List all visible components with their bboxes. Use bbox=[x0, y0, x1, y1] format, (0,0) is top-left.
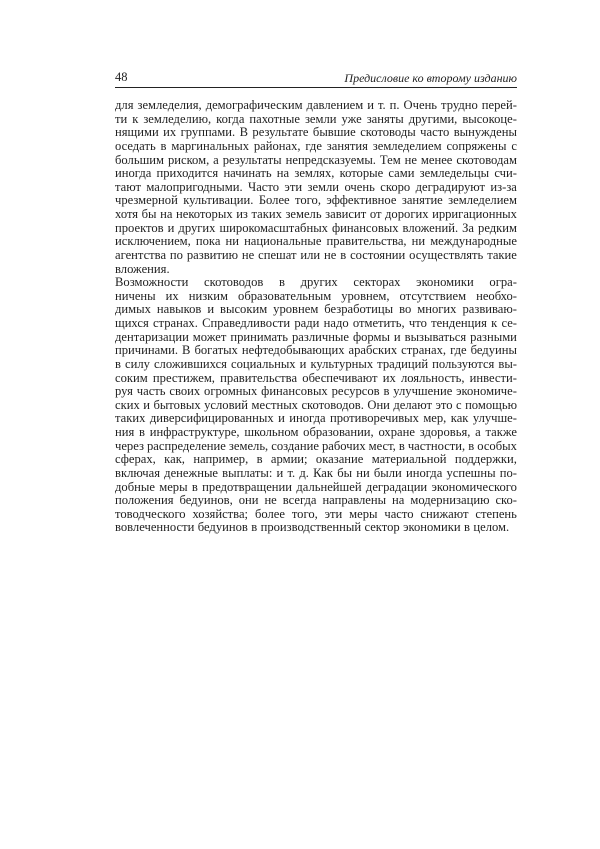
text-line: большим риском, а результаты непредсказуемы. Тем не менее скотоводам bbox=[115, 152, 517, 167]
text-line: товодческого хозяйства; более того, эти меры часто снижают степень bbox=[115, 506, 517, 521]
text-line: включая денежные выплаты: и т. д. Как бы ни были иногда успешны по- bbox=[115, 465, 517, 480]
text-line: димых навыков и высоким уровнем безработицы во многих развиваю- bbox=[115, 302, 517, 317]
page-number: 48 bbox=[115, 70, 128, 84]
text-line: через распределение земель, создание рабочих мест, в частности, в особых bbox=[115, 438, 517, 453]
text-line: ния в инфраструктуре, школьном образовании, охране здоровья, а также bbox=[115, 425, 517, 439]
text-line: чрезмерной культивации. Более того, эффективное занятие земледелием bbox=[115, 193, 517, 208]
paragraph bbox=[115, 99, 517, 276]
text-line: Возможности скотоводов в других секторах экономики огра- bbox=[115, 275, 517, 290]
text-line: в силу сложившихся социальных и культурных традиций пользуются вы- bbox=[115, 356, 517, 371]
text-line: иногда приходится начинать на землях, которые сами земледельцы счи- bbox=[115, 166, 517, 181]
paragraph bbox=[115, 276, 517, 535]
text-line: исключением, пока ни национальные правительства, ни международные bbox=[115, 234, 517, 249]
text-line: руя часть своих огромных финансовых ресурсов в улучшение экономиче- bbox=[115, 384, 517, 399]
running-title: Предисловие ко второму изданию bbox=[344, 71, 517, 85]
running-header bbox=[115, 70, 517, 88]
text-line: таких диверсифицированных и иногда противоречивых мер, как улучше- bbox=[115, 411, 517, 426]
body-text bbox=[115, 99, 517, 535]
text-line: ничены их низким образовательным уровнем, отсутствием необхо- bbox=[115, 288, 517, 303]
text-line: дентаризации может принимать различные формы и вызываться разными bbox=[115, 329, 517, 344]
text-line: положения бедуинов, они не всегда направлены на модернизацию ско- bbox=[115, 493, 517, 508]
text-line: ских и бытовых условий местных скотоводов. Они делают это с помощью bbox=[115, 397, 517, 412]
text-line: ти к земледелию, когда пахотные земли уже заняты другими, высокоце- bbox=[115, 111, 517, 126]
text-line: оседать в маргинальных районах, где занятия земледелием сопряжены с bbox=[115, 138, 517, 153]
text-line: соким престижем, правительства обеспечивают их лояльность, инвести- bbox=[115, 370, 517, 385]
text-line: вовлеченности бедуинов в производственный сектор экономики в целом. bbox=[115, 520, 510, 535]
text-line: сферах, как, например, в армии; оказание материальной поддержки, bbox=[115, 452, 517, 467]
text-line: щихся странах. Справедливости ради надо отметить, что тенденция к се- bbox=[115, 316, 517, 330]
text-line: проектов и других широкомасштабных финансовых вложений. За редким bbox=[115, 220, 517, 235]
text-line: тают малопригодными. Часто эти земли очень скоро деградируют из-за bbox=[115, 179, 517, 194]
text-line: вложения. bbox=[115, 261, 170, 276]
text-line: агентства по развитию не спешат или не в состоянии осуществлять такие bbox=[115, 247, 517, 262]
text-line: нящими их группами. В результате бывшие скотоводы часто вынуждены bbox=[115, 125, 517, 140]
text-line: для земледелия, демографическим давлением и т. п. Очень трудно перей- bbox=[115, 98, 517, 112]
text-line: добные меры в предотвращении дальнейшей деградации экономического bbox=[115, 479, 517, 494]
text-line: причинами. В богатых нефтедобывающих арабских странах, где бедуины bbox=[115, 343, 517, 358]
text-line: хотя бы на некоторых из таких земель зависит от дорогих ирригационных bbox=[115, 207, 517, 221]
